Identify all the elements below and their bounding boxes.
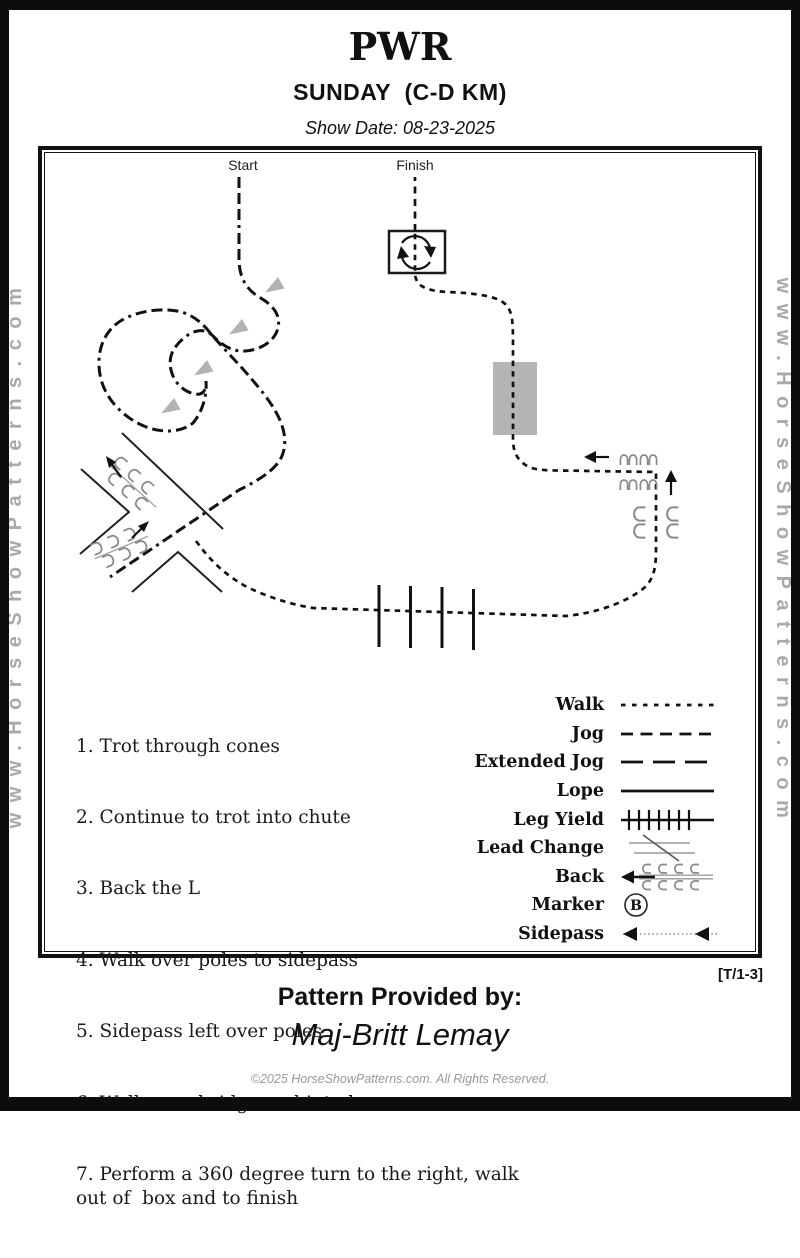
legend-row-walk <box>468 691 722 720</box>
legend-label: Marker <box>531 895 604 916</box>
lope-line-symbol <box>617 778 722 804</box>
legend-row-lead-change <box>468 834 722 863</box>
instruction-item: 2. Continue to trot into chute <box>76 806 351 828</box>
legend-row-leg-yield <box>468 805 722 834</box>
legend-label: Sidepass <box>518 924 604 945</box>
start-label: Start <box>228 157 258 173</box>
legend-label: Jog <box>571 723 604 744</box>
page-subtitle: SUNDAY (C-D KM) <box>293 79 507 105</box>
legend-label: Lope <box>556 781 604 802</box>
marker-letter: B <box>630 898 642 915</box>
page-title: PWR <box>348 24 452 69</box>
leg-yield-symbol <box>617 807 722 833</box>
provided-by-label: Pattern Provided by: <box>277 983 523 1011</box>
instruction-item: 4. Walk over poles to sidepass <box>76 949 358 971</box>
walk-up-arrow <box>665 470 677 495</box>
extended-jog-line-symbol <box>617 749 722 775</box>
lead-change-symbol <box>617 835 722 861</box>
show-date: Show Date: 08-23-2025 <box>304 118 496 138</box>
legend-label: Extended Jog <box>474 752 604 773</box>
instruction-item: 7. Perform a 360 degree turn to the right, walk out of box and to finish <box>76 1163 525 1209</box>
instruction-item: 3. Back the L <box>76 878 201 900</box>
legend-label: Leg Yield <box>513 809 604 830</box>
legend-label: Lead Change <box>476 838 604 859</box>
instructions-list <box>76 687 528 1258</box>
chute-rails <box>80 433 223 592</box>
legend-row-back <box>468 863 722 892</box>
sidepass-symbol <box>617 921 722 947</box>
cone <box>229 319 249 335</box>
copyright-text: ©2025 HorseShowPatterns.com. All Rights Reserved. <box>250 1072 550 1086</box>
legend-label: Walk <box>555 695 604 716</box>
instruction-item: 1. Trot through cones <box>76 735 280 757</box>
walk-over-poles <box>379 585 474 650</box>
instruction-item: 5. Sidepass left over poles <box>76 1021 323 1043</box>
finish-label: Finish <box>396 157 434 173</box>
legend-label: Back <box>555 866 604 887</box>
sidepass-prints <box>620 455 678 538</box>
jog-line-symbol <box>617 721 722 747</box>
bridge-obstacle <box>493 362 537 435</box>
cone <box>265 277 285 293</box>
back-symbol <box>617 864 722 890</box>
walk-path <box>196 232 656 616</box>
legend-row-marker <box>468 891 722 920</box>
cone <box>161 398 181 414</box>
sidepass-left-arrow <box>584 451 609 463</box>
marker-symbol <box>617 892 722 918</box>
cone <box>194 360 214 376</box>
legend-row-jog <box>468 720 722 749</box>
watermark-left: www.HorseShowPatterns.com <box>4 277 26 829</box>
legend-row-lope <box>468 777 722 806</box>
back-prints-lower <box>89 521 153 570</box>
gait-legend <box>468 691 722 948</box>
legend-row-sidepass <box>468 920 722 949</box>
pattern-code: [T/1-3] <box>718 966 763 983</box>
jog-serpentine-path <box>99 177 285 577</box>
walk-line-symbol <box>617 692 722 718</box>
provider-name: Maj-Britt Lemay <box>291 1017 509 1052</box>
legend-row-extended-jog <box>468 748 722 777</box>
instruction-item: 6. Walk over bridge and into box <box>76 1092 382 1114</box>
watermark-right: www.HorseShowPatterns.com <box>772 277 794 829</box>
